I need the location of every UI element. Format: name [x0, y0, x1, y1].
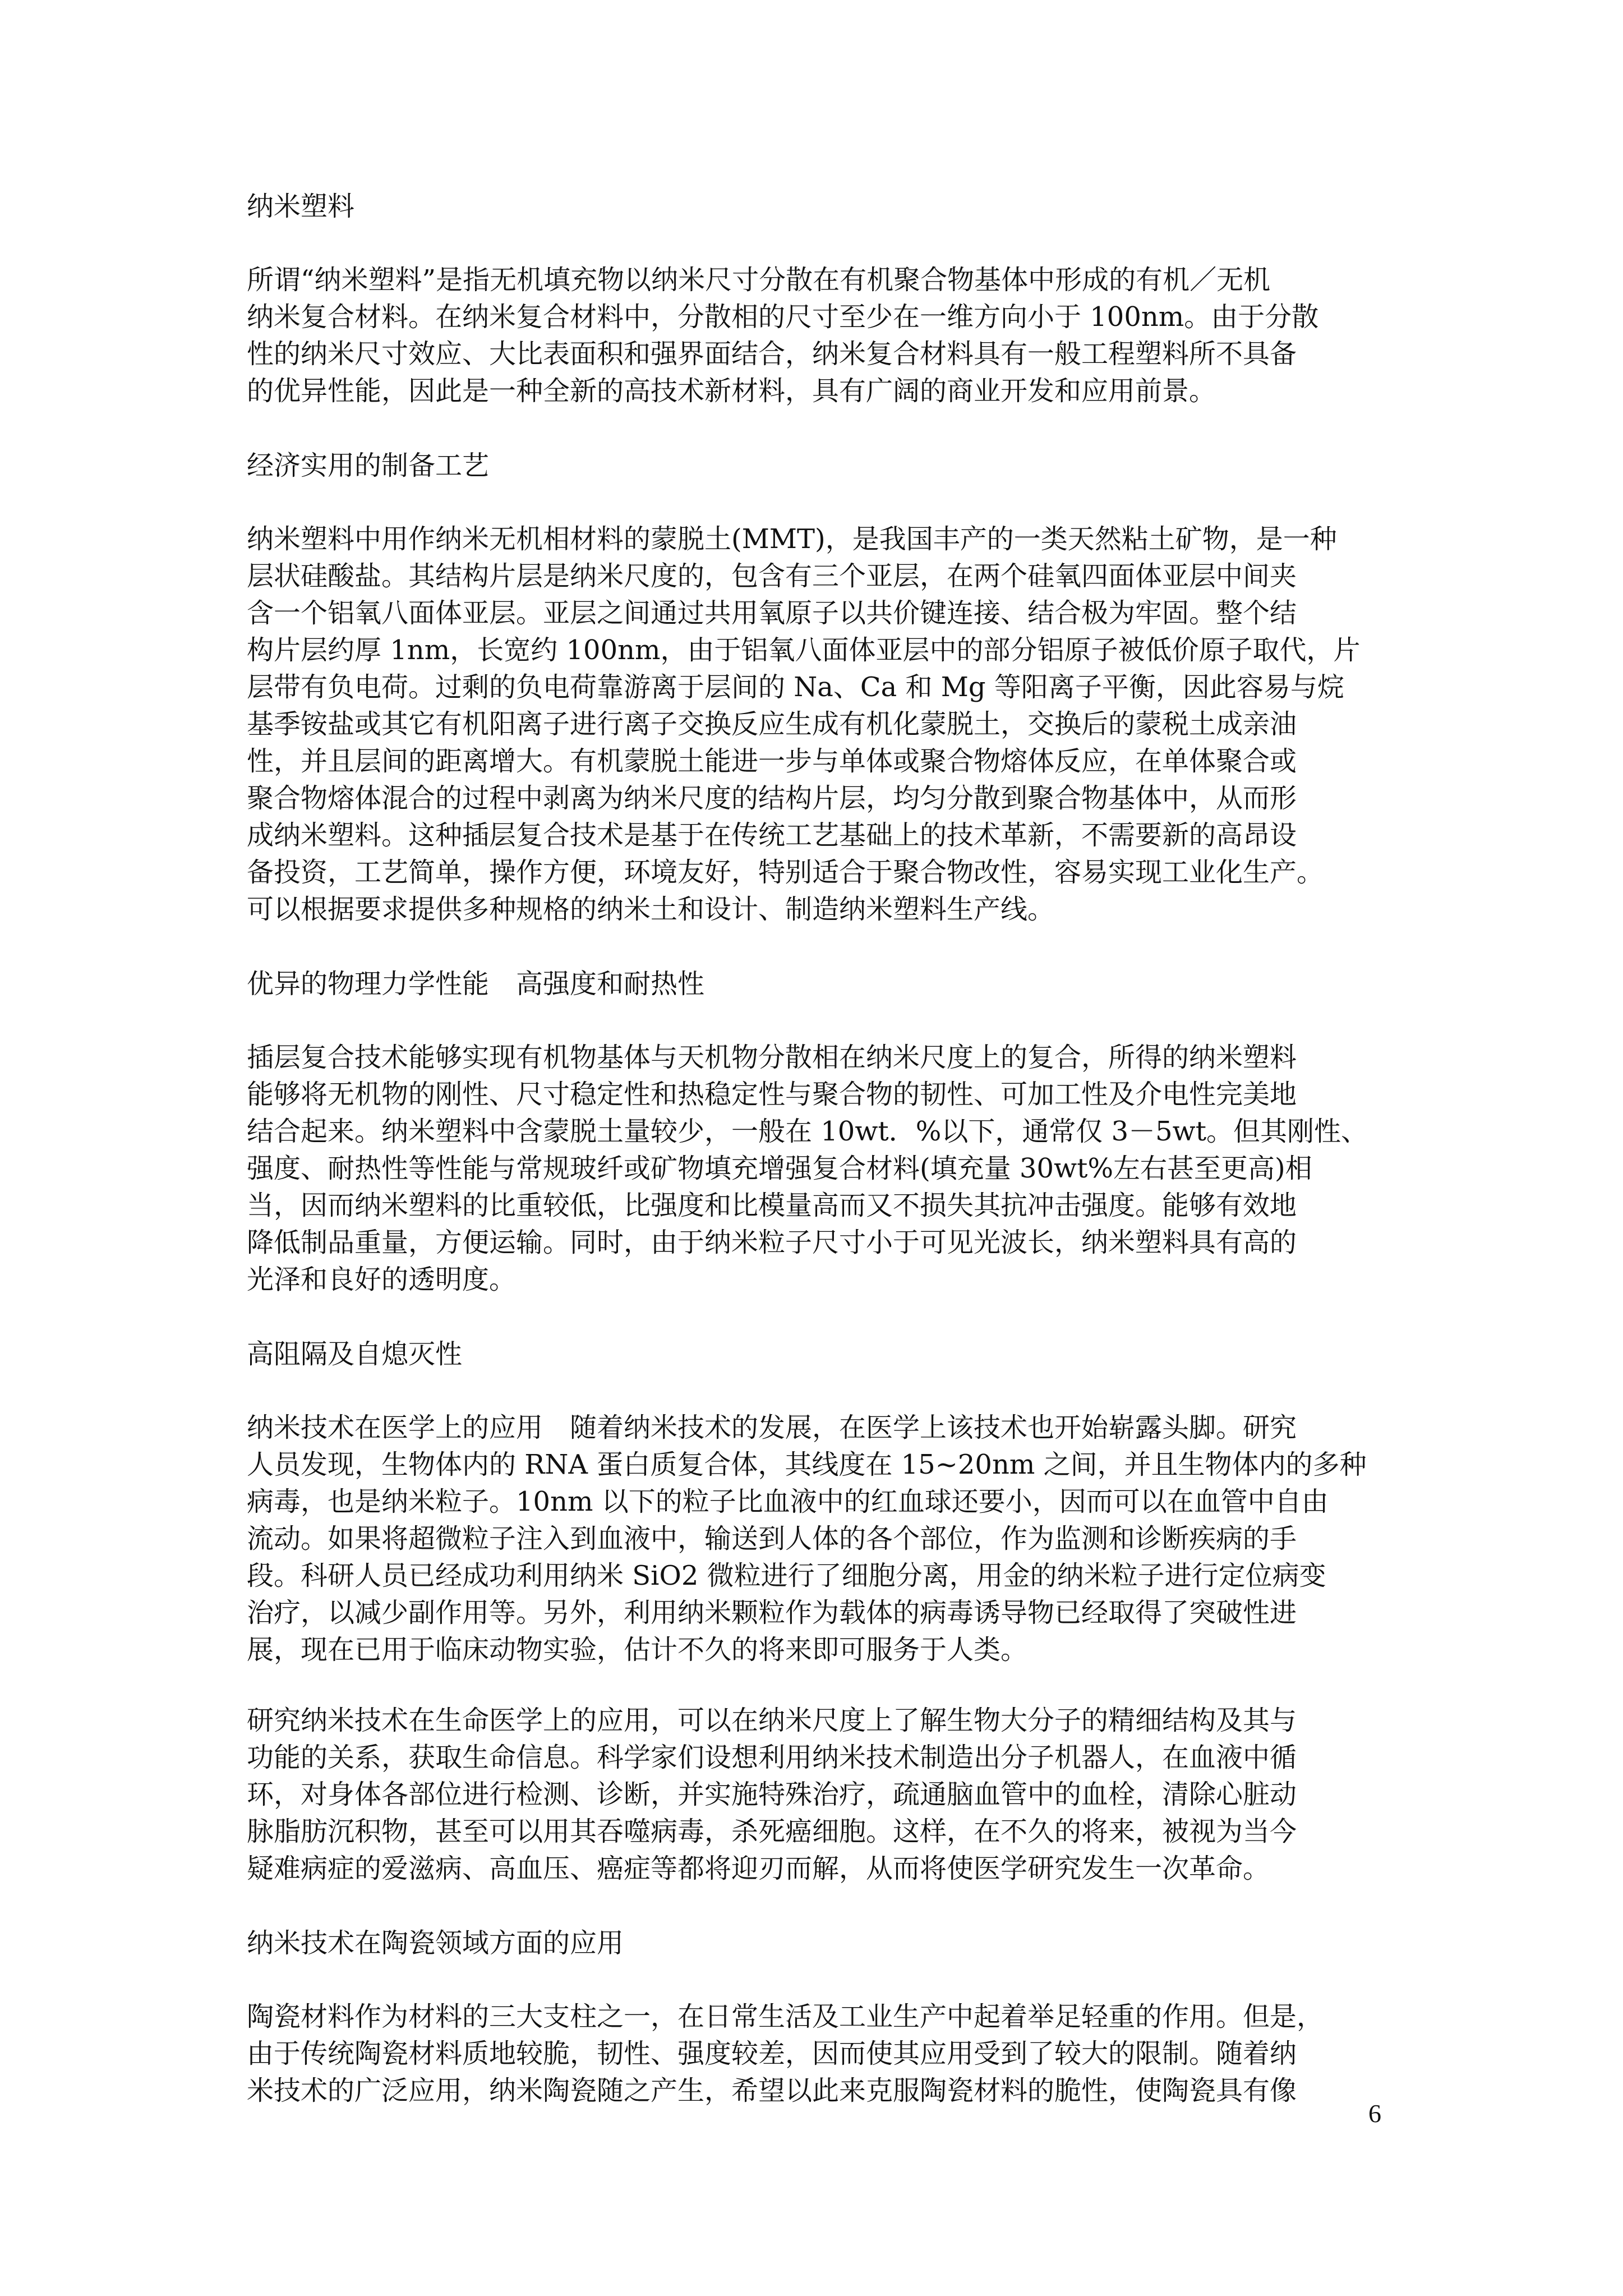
text-line: 当，因而纳米塑料的比重较低，比强度和比模量高而又不损失其抗冲击强度。能够有效地: [247, 1190, 1297, 1221]
text-line: 陶瓷材料作为材料的三大支柱之一，在日常生活及工业生产中起着举足轻重的作用。但是，: [247, 2001, 1324, 2032]
text-line: 能够将无机物的刚性、尺寸稳定性和热稳定性与聚合物的韧性、可加工性及介电性完美地: [247, 1079, 1297, 1110]
heading-mechanical-properties: 优异的物理力学性能 高强度和耐热性: [247, 968, 705, 1000]
text-line: 结合起来。纳米塑料中含蒙脱土量较少，一般在 10wt．%以下，通常仅 3－5wt。但其刚性、: [247, 1116, 1368, 1147]
document-body: [247, 185, 1402, 2109]
text-line: 成纳米塑料。这种插层复合技术是基于在传统工艺基础上的技术革新，不需要新的高昂设: [247, 820, 1297, 851]
text-line: 的优异性能，因此是一种全新的高技术新材料，具有广阔的商业开发和应用前景。: [247, 375, 1216, 407]
block-gap: [247, 1005, 1402, 1039]
page-number: 6: [1368, 2099, 1381, 2128]
block-gap: [247, 487, 1402, 521]
block-gap: [247, 409, 1402, 444]
para-medical-application: [247, 1409, 1402, 1668]
para-nano-plastics-definition: [247, 261, 1402, 409]
text-line: 段。科研人员已经成功利用纳米 SiO2 微粒进行了细胞分离，用金的纳米粒子进行定位病变: [247, 1560, 1326, 1591]
block-gap: [247, 1668, 1402, 1702]
text-line: 层状硅酸盐。其结构片层是纳米尺度的，包含有三个亚层，在两个硅氧四面体亚层中间夹: [247, 560, 1297, 592]
text-line: 插层复合技术能够实现有机物基体与天机物分散相在纳米尺度上的复合，所得的纳米塑料: [247, 1042, 1297, 1073]
text-line: 纳米塑料中用作纳米无机相材料的蒙脱土(MMT)，是我国丰产的一类天然粘土矿物，是一种: [247, 523, 1337, 555]
para-mechanical-properties: [247, 1039, 1402, 1298]
text-line: 病毒，也是纳米粒子。10nm 以下的粒子比血液中的红血球还要小，因而可以在血管中自由: [247, 1486, 1329, 1517]
text-line: 纳米复合材料。在纳米复合材料中，分散相的尺寸至少在一维方向小于 100nm。由于分散: [247, 301, 1319, 333]
heading-barrier-flame: 高阻隔及自熄灭性: [247, 1338, 463, 1370]
block-gap: [247, 928, 1402, 963]
block-gap: [247, 1375, 1402, 1409]
text-line: 脉脂肪沉积物，甚至可以用其吞噬病毒，杀死癌细胞。这样，在不久的将来，被视为当今: [247, 1816, 1297, 1847]
text-line: 纳米技术在医学上的应用 随着纳米技术的发展，在医学上该技术也开始崭露头脚。研究: [247, 1412, 1297, 1443]
text-line: 降低制品重量，方便运输。同时，由于纳米粒子尺寸小于可见光波长，纳米塑料具有高的: [247, 1227, 1297, 1258]
text-line: 研究纳米技术在生命医学上的应用，可以在纳米尺度上了解生物大分子的精细结构及其与: [247, 1705, 1297, 1736]
text-line: 功能的关系，获取生命信息。科学家们设想利用纳米技术制造出分子机器人，在血液中循: [247, 1742, 1297, 1773]
text-line: 所谓“纳米塑料”是指无机填充物以纳米尺寸分散在有机聚合物基体中形成的有机／无机: [247, 264, 1271, 296]
text-line: 环，对身体各部位进行检测、诊断，并实施特殊治疗，疏通脑血管中的血栓，清除心脏动: [247, 1779, 1297, 1810]
text-line: 构片层约厚 1nm，长宽约 100nm，由于铝氧八面体亚层中的部分铝原子被低价原子取代，片: [247, 634, 1361, 666]
text-line: 性，并且层间的距离增大。有机蒙脱土能进一步与单体或聚合物熔体反应，在单体聚合或: [247, 746, 1297, 777]
text-line: 层带有负电荷。过剩的负电荷靠游离于层间的 Na、Ca 和 Mg 等阳离子平衡，因此容易与烷: [247, 671, 1344, 703]
text-line: 强度、耐热性等性能与常规玻纤或矿物填充增强复合材料(填充量 30wt%左右甚至更高)相: [247, 1153, 1312, 1184]
heading-ceramics: 纳米技术在陶瓷领域方面的应用: [247, 1927, 624, 1959]
block-gap: [247, 228, 1402, 261]
text-line: 聚合物熔体混合的过程中剥离为纳米尺度的结构片层，均匀分散到聚合物基体中，从而形: [247, 783, 1297, 814]
para-life-medicine: [247, 1702, 1402, 1887]
block-gap: [247, 1298, 1402, 1333]
heading-preparation-process: 经济实用的制备工艺: [247, 450, 490, 481]
text-line: 备投资，工艺简单，操作方便，环境友好，特别适合于聚合物改性，容易实现工业化生产。: [247, 857, 1324, 888]
text-line: 展，现在已用于临床动物实验，估计不久的将来即可服务于人类。: [247, 1634, 1028, 1665]
text-line: 米技术的广泛应用，纳米陶瓷随之产生，希望以此来克服陶瓷材料的脆性，使陶瓷具有像: [247, 2075, 1297, 2106]
block-gap: [247, 1964, 1402, 1998]
text-line: 流动。如果将超微粒子注入到血液中，输送到人体的各个部位，作为监测和诊断疾病的手: [247, 1523, 1297, 1554]
text-line: 人员发现，生物体内的 RNA 蛋白质复合体，其线度在 15~20nm 之间，并且生物体内的多种: [247, 1449, 1367, 1480]
text-line: 治疗，以减少副作用等。另外，利用纳米颗粒作为载体的病毒诱导物已经取得了突破性进: [247, 1597, 1297, 1628]
block-gap: [247, 1887, 1402, 1922]
text-line: 由于传统陶瓷材料质地较脆，韧性、强度较差，因而使其应用受到了较大的限制。随着纳: [247, 2038, 1297, 2069]
text-line: 性的纳米尺寸效应、大比表面积和强界面结合，纳米复合材料具有一般工程塑料所不具备: [247, 338, 1297, 370]
text-line: 可以根据要求提供多种规格的纳米土和设计、制造纳米塑料生产线。: [247, 894, 1055, 925]
text-line: 光泽和良好的透明度。: [247, 1264, 517, 1295]
text-line: 基季铵盐或其它有机阳离子进行离子交换反应生成有机化蒙脱土，交换后的蒙税土成亲油: [247, 708, 1297, 740]
para-ceramics: [247, 1998, 1402, 2109]
para-preparation-process: [247, 521, 1402, 928]
text-line: 疑难病症的爱滋病、高血压、癌症等都将迎刃而解，从而将使医学研究发生一次革命。: [247, 1853, 1270, 1884]
heading-nano-plastics: 纳米塑料: [247, 191, 355, 222]
text-line: 含一个铝氧八面体亚层。亚层之间通过共用氧原子以共价键连接、结合极为牢固。整个结: [247, 597, 1297, 629]
